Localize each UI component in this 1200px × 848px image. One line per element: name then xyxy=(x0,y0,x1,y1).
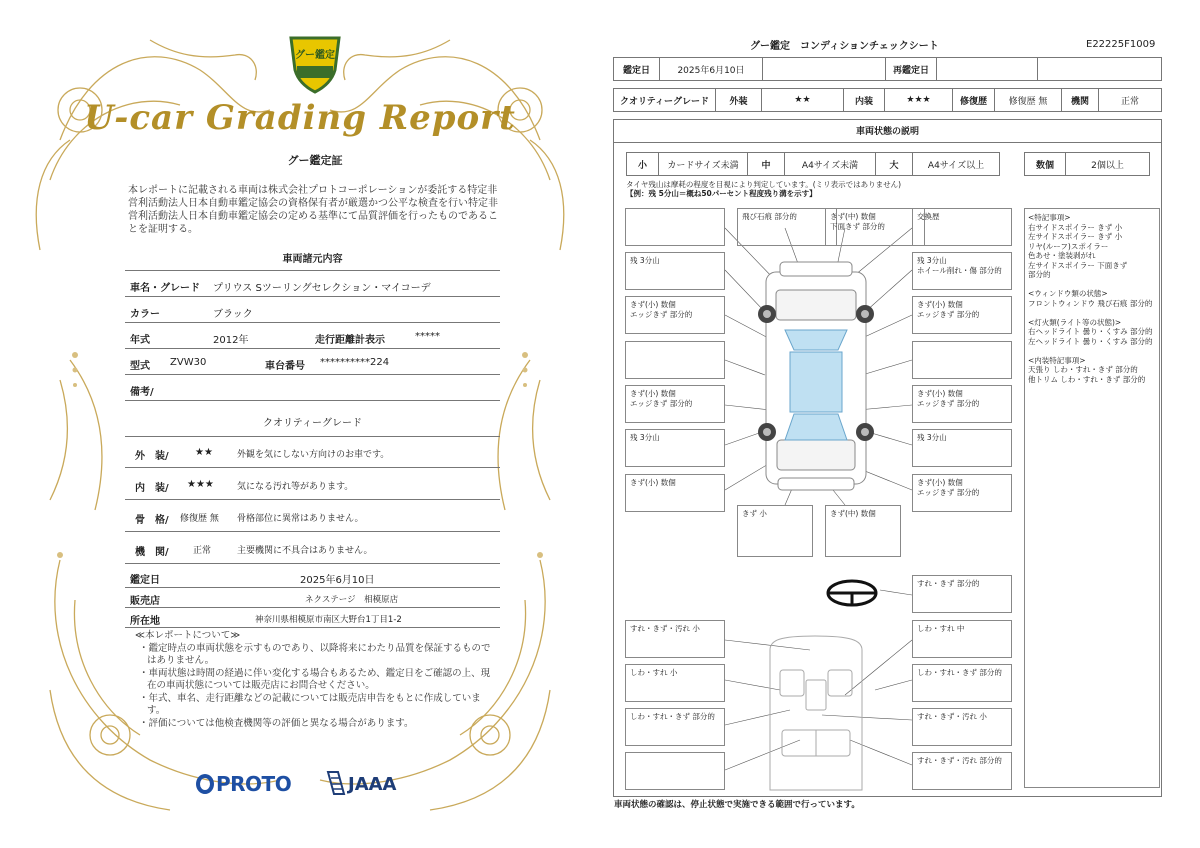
interior-box-left-2 xyxy=(625,664,725,702)
box-text: すれ・きず・汚れ 小 xyxy=(630,624,700,633)
box-text: 飛び石痕 部分的 xyxy=(742,212,797,221)
spec-row-year xyxy=(125,323,500,349)
count-label: 数個 xyxy=(1024,152,1066,176)
box-text: 残 3分山 xyxy=(630,256,660,265)
box-text: きず(中) 数個 xyxy=(830,212,876,221)
damage-box-right-4 xyxy=(912,385,1012,423)
interior-box-right-1 xyxy=(912,620,1012,658)
exterior-desc: 外観を気にしない方向けのお車です。 xyxy=(237,450,390,460)
box-text: きず(中) 数個 xyxy=(830,509,876,518)
size-mid-label: 中 xyxy=(747,152,785,176)
interior-box-left-3 xyxy=(625,708,725,746)
notes-title: ≪本レポートについて≫ xyxy=(135,630,241,641)
damage-box-right-1 xyxy=(912,252,1012,290)
side-note-line: 部分的 xyxy=(1028,270,1051,279)
interior-box-steering xyxy=(912,575,1012,613)
interior-box-right-2 xyxy=(912,664,1012,702)
chassis-value: **********224 xyxy=(320,357,390,368)
mileage-label: 走行距離計表示 xyxy=(315,335,385,346)
box-text: 下面きず 部分的 xyxy=(830,222,885,231)
quality-row-exterior xyxy=(125,438,500,468)
note-item: ・車両状態は時間の経過に伴い変化する場合もあるため、鑑定日をご確認の上、現在の車両状態については販売店にお問合せください。 xyxy=(139,667,491,691)
size-small-label: 小 xyxy=(626,152,659,176)
damage-box-hood xyxy=(825,208,925,246)
box-text: きず(小) 数個 xyxy=(630,300,676,309)
interior-box-right-3 xyxy=(912,708,1012,746)
date-label: 鑑定日 xyxy=(130,575,160,586)
box-text: 残 3分山 xyxy=(917,433,947,442)
info-row-address xyxy=(125,608,500,628)
repair-value-cell: 修復歴 無 xyxy=(994,88,1062,112)
damage-box-left-4 xyxy=(625,385,725,423)
box-text: しわ・すれ 中 xyxy=(917,624,965,633)
box-text: エッジきず 部分的 xyxy=(917,488,980,497)
side-note-line: <内装特記事項> xyxy=(1028,355,1086,365)
box-text: エッジきず 部分的 xyxy=(630,399,693,408)
certificate-intro: 本レポートに記載される車両は株式会社プロトコーポレーションが委託する特定非営利活動法人日本自動車鑑定協会の資格保有者が厳選かつ公平な検査を行い特定非営利活動法人日本自動車鑑定協会の定める基準にて品質評価を行ったものであることを証明する。 xyxy=(128,185,498,235)
frame-label: 骨 格/ xyxy=(135,515,169,526)
damage-box-right-3 xyxy=(912,341,1012,379)
box-text: すれ・きず・汚れ 部分的 xyxy=(917,756,1002,765)
quality-row-interior xyxy=(125,470,500,500)
interior-box-left-1 xyxy=(625,620,725,658)
damage-box-left-3 xyxy=(625,341,725,379)
dealer-value: ネクステージ 相模原店 xyxy=(305,595,399,605)
report-title: U-car Grading Report xyxy=(84,98,516,138)
address-label: 所在地 xyxy=(130,616,160,627)
spec-section-title: 車両諸元内容 xyxy=(282,254,343,265)
size-large-desc: A4サイズ以上 xyxy=(912,152,1000,176)
engine-value-cell: 正常 xyxy=(1098,88,1162,112)
side-note-line: 色あせ・塗装剥がれ xyxy=(1028,251,1096,260)
side-note-line xyxy=(1028,280,1156,290)
damage-box-bumper-front xyxy=(737,208,837,246)
spec-row-color xyxy=(125,297,500,323)
damage-box-left-6 xyxy=(625,474,725,512)
damage-box-rear-left xyxy=(737,505,813,557)
box-text: ホイール削れ・傷 部分的 xyxy=(917,266,1002,275)
interior-stars: ★★★ xyxy=(187,479,214,490)
box-text: きず(小) 数個 xyxy=(917,389,963,398)
note-item: ・鑑定時点の車両状態を示すものであり、以降将来にわたり品質を保証するものではありません。 xyxy=(139,642,491,666)
quality-section-title: クオリティーグレード xyxy=(263,418,362,429)
divider xyxy=(125,436,500,437)
exterior-label: 外 装/ xyxy=(135,451,169,462)
box-text: 交換歴 xyxy=(917,212,940,221)
box-text: エッジきず 部分的 xyxy=(917,310,980,319)
side-note-line: <ウィンドウ類の状態> xyxy=(1028,289,1108,298)
engine-value: 正常 xyxy=(193,546,212,556)
side-note-line xyxy=(1028,346,1156,356)
exterior-value-cell: ★★ xyxy=(761,88,844,112)
damage-box-front-right xyxy=(912,208,1012,246)
goo-kantei-logo xyxy=(285,30,345,96)
color-value: ブラック xyxy=(213,309,253,320)
interior-label-cell: 内装 xyxy=(843,88,885,112)
note-item: ・年式、車名、走行距離などの記載については販売店申告をもとに作成しています。 xyxy=(139,692,481,716)
box-text: しわ・すれ 小 xyxy=(630,668,678,677)
quality-label-cell: クオリティーグレード xyxy=(613,88,716,112)
box-text: エッジきず 部分的 xyxy=(630,310,693,319)
address-value: 神奈川県相模原市南区大野台1丁目1-2 xyxy=(255,615,402,625)
spec-row-name xyxy=(125,271,500,297)
interior-value-cell: ★★★ xyxy=(884,88,953,112)
quality-row-frame xyxy=(125,502,500,532)
frame-desc: 骨格部位に異常はありません。 xyxy=(237,514,364,524)
jaaa-logo-text: JAAA xyxy=(348,774,397,795)
date-value: 2025年6月10日 xyxy=(300,575,375,586)
side-note-line: 左サイドスポイラー きず 小 xyxy=(1028,232,1123,241)
interior-box-right-4 xyxy=(912,752,1012,790)
interior-desc: 気になる汚れ等があります。 xyxy=(237,482,354,492)
size-mid-desc: A4サイズ未満 xyxy=(784,152,876,176)
sheet-code: E22225F1009 xyxy=(1086,39,1156,50)
remarks-label: 備考/ xyxy=(130,387,154,398)
spec-row-model xyxy=(125,349,500,375)
engine-label-cell: 機関 xyxy=(1061,88,1099,112)
engine-label: 機 関/ xyxy=(135,547,169,558)
quality-row-engine xyxy=(125,534,500,564)
jaaa-logo-icon xyxy=(326,770,346,796)
side-note-line: 左サイドスポイラー 下面きず xyxy=(1028,260,1128,270)
color-label: カラー xyxy=(130,309,160,320)
damage-box-rear-right xyxy=(825,505,901,557)
year-label: 年式 xyxy=(130,335,150,346)
box-text: きず(小) 数個 xyxy=(917,300,963,309)
box-text: きず(小) 数個 xyxy=(630,389,676,398)
tire-note: タイヤ残山は摩耗の程度を目視により判定しています。(ミリ表示ではありません) xyxy=(626,180,902,189)
side-note-line: リヤ(ルーフ)スポイラー xyxy=(1028,241,1109,251)
damage-box-left-2 xyxy=(625,296,725,334)
damage-box-left-5 xyxy=(625,429,725,467)
frame-value: 修復歴 無 xyxy=(180,514,219,524)
side-note-line: フロントウィンドウ 飛び石痕 部分的 xyxy=(1028,298,1153,308)
year-value: 2012年 xyxy=(213,335,249,346)
info-row-dealer xyxy=(125,588,500,608)
sheet-title: グー鑑定 コンディションチェックシート xyxy=(750,41,939,52)
side-note-line: 右サイドスポイラー きず 小 xyxy=(1028,222,1123,232)
count-value: 2個以上 xyxy=(1065,152,1150,176)
size-small-desc: カードサイズ未満 xyxy=(658,152,748,176)
side-note-line: 左ヘッドライト 曇り・くすみ 部分的 xyxy=(1028,336,1153,346)
info-row-date xyxy=(125,566,500,588)
side-note-line: <灯火類(ライト等の状態)> xyxy=(1028,317,1122,327)
side-note-line xyxy=(1028,308,1156,318)
date-label-cell: 鑑定日 xyxy=(613,57,660,81)
mileage-value: ***** xyxy=(415,331,440,342)
certificate-subtitle: グー鑑定証 xyxy=(287,154,343,167)
repair-label-cell: 修復歴 xyxy=(952,88,995,112)
box-text: 残 3分山 xyxy=(917,256,947,265)
damage-box-right-6 xyxy=(912,474,1012,512)
report-notes xyxy=(135,630,495,730)
interior-label: 内 装/ xyxy=(135,483,169,494)
side-note-line: 右ヘッドライト 曇り・くすみ 部分的 xyxy=(1028,327,1153,336)
engine-desc: 主要機関に不具合はありません。 xyxy=(237,546,373,556)
damage-box-front-left xyxy=(625,208,725,246)
box-text: きず 小 xyxy=(742,509,767,518)
date-value-cell: 2025年6月10日 xyxy=(659,57,763,81)
interior-box-left-4 xyxy=(625,752,725,790)
box-text: すれ・きず・汚れ 小 xyxy=(917,712,987,721)
name-grade-label: 車名・グレード xyxy=(130,283,200,294)
sheet-footer: 車両状態の確認は、停止状態で実施できる範囲で行っています。 xyxy=(614,800,860,810)
tire-example: 【例：残 5分山＝概ね50パーセント程度残り溝を示す】 xyxy=(626,189,817,198)
box-text: きず(小) 数個 xyxy=(917,478,963,487)
box-text: 残 3分山 xyxy=(630,433,660,442)
side-note-line: <特記事項> xyxy=(1028,213,1071,222)
proto-logo-text: PROTO xyxy=(216,772,292,796)
damage-box-right-2 xyxy=(912,296,1012,334)
model-label: 型式 xyxy=(130,361,150,372)
damage-box-left-1 xyxy=(625,252,725,290)
condition-check-sheet xyxy=(600,0,1200,848)
side-note-line: 天張り しわ・すれ・きず 部分的 xyxy=(1028,365,1138,374)
re-date-label-cell: 再鑑定日 xyxy=(885,57,937,81)
size-large-label: 大 xyxy=(875,152,913,176)
box-text: しわ・すれ・きず 部分的 xyxy=(630,712,715,721)
damage-box-right-5 xyxy=(912,429,1012,467)
box-text: しわ・すれ・きず 部分的 xyxy=(917,668,1002,677)
model-value: ZVW30 xyxy=(170,357,207,368)
special-notes-panel xyxy=(1024,208,1160,788)
logo-text: グー鑑定 xyxy=(295,50,335,61)
note-item: ・評価については他検査機関等の評価と異なる場合があります。 xyxy=(139,717,414,729)
name-grade-value: プリウス Sツーリングセレクション・マイコーデ xyxy=(213,283,431,294)
box-text: エッジきず 部分的 xyxy=(917,399,980,408)
exterior-stars: ★★ xyxy=(195,447,213,458)
box-text: きず(小) 数個 xyxy=(630,478,676,487)
exterior-label-cell: 外装 xyxy=(715,88,762,112)
chassis-label: 車台番号 xyxy=(265,361,305,372)
box-text: すれ・きず 部分的 xyxy=(917,579,980,588)
spec-row-remarks xyxy=(125,375,500,401)
side-note-line: 他トリム しわ・すれ・きず 部分的 xyxy=(1028,374,1146,384)
proto-logo-icon xyxy=(196,774,214,794)
dealer-label: 販売店 xyxy=(130,596,160,607)
state-title: 車両状態の説明 xyxy=(613,119,1162,143)
